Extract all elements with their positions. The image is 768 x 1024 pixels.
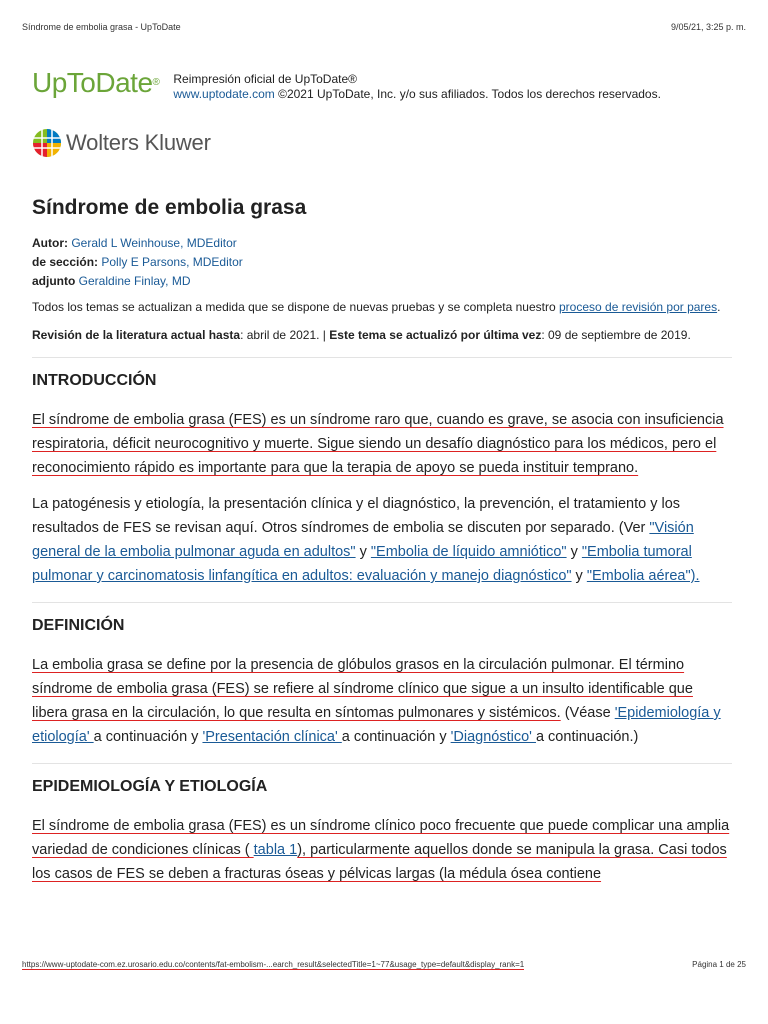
review-dates: Revisión de la literatura actual hasta: abril de 2021. | Este tema se actualizó por última vez: 09 de septiembre de 2019.: [32, 328, 691, 342]
intro-paragraph-2: La patogénesis y etiología, la presentación clínica y el diagnóstico, la prevención, el tratamiento y los resultados de FES se revisan aquí. Otros síndromes de embolia se discuten por separado. (Ver "Visión general de la embolia pulmonar aguda en adultos" y "Embolia de líquido amniótico" y "Embolia tumoral pulmonar y carcinomatosis linfangítica en adultos: evaluación y manejo diagnóstico" y "Embolia aérea").: [32, 496, 700, 584]
article-contributors: [32, 234, 732, 291]
article-title: Síndrome de embolia grasa: [32, 196, 307, 219]
divider: [32, 602, 732, 603]
section-heading-introduction: INTRODUCCIÓN: [32, 372, 157, 389]
page-number: Página 1 de 25: [692, 960, 746, 969]
link-embolia-tumoral[interactable]: "Embolia tumoral pulmonar y carcinomatosis linfangítica en adultos: evaluación y manejo diagnóstico": [32, 544, 692, 584]
deputy-editor-row: adjunto Geraldine Finlay, MD: [32, 274, 191, 288]
section-heading-epidemiology: EPIDEMIOLOGÍA Y ETIOLOGÍA: [32, 778, 268, 795]
definition-paragraph: La embolia grasa se define por la presencia de glóbulos grasos en la circulación pulmonar. El término síndrome de embolia grasa (FES) se refiere al síndrome clínico que sigue a un insulto identificable que libera grasa en la circulación, lo que resulta en síntomas pulmonares y sistémicos. (Véase 'Epidemiología y etiología' a continuación y 'Presentación clínica' a continuación y 'Diagnóstico' a continuación.): [32, 657, 721, 745]
divider: [32, 357, 732, 358]
publisher-logo: [32, 128, 211, 158]
link-tabla-1[interactable]: tabla 1: [253, 842, 298, 858]
section-heading-definition: DEFINICIÓN: [32, 617, 125, 634]
print-page-title: Síndrome de embolia grasa - UpToDate: [22, 22, 181, 32]
copyright-line: www.uptodate.com ©2021 UpToDate, Inc. y/o sus afiliados. Todos los derechos reservados.: [173, 87, 661, 101]
section-editor-row: de sección: Polly E Parsons, MDEditor: [32, 255, 243, 269]
print-footer: [22, 960, 746, 970]
link-embolia-pulmonar[interactable]: "Visión general de la embolia pulmonar aguda en adultos": [32, 520, 694, 560]
epidemiology-paragraph: El síndrome de embolia grasa (FES) es un síndrome clínico poco frecuente que puede complicar una amplia variedad de condiciones clínicas ( tabla 1), particularmente aquellos donde se manipula la grasa. Casi todos los casos de FES se deben a fracturas óseas y pélvicas largas (la médula ósea contiene: [32, 818, 730, 882]
author-link[interactable]: Gerald L Weinhouse, MDEditor: [71, 236, 237, 250]
link-diagnostico[interactable]: 'Diagnóstico': [450, 729, 536, 745]
uptodate-site-link[interactable]: www.uptodate.com: [173, 87, 275, 101]
link-liquido-amniotico[interactable]: "Embolia de líquido amniótico": [370, 544, 567, 560]
update-note: Todos los temas se actualizan a medida que se dispone de nuevas pruebas y se completa nuestro proceso de revisión por pares.: [32, 300, 721, 314]
link-presentacion-clinica[interactable]: 'Presentación clínica': [202, 729, 342, 745]
link-epidemiologia[interactable]: 'Epidemiología y etiología': [32, 705, 721, 745]
intro-paragraph-1: El síndrome de embolia grasa (FES) es un síndrome raro que, cuando es grave, se asocia con insuficiencia respiratoria, déficit neurocognitivo y muerte. Sigue siendo un desafío diagnóstico para los médicos, pero el reconocimiento rápido es importante para que la terapia de apoyo se pueda instituir temprano.: [32, 412, 724, 476]
reprint-line: Reimpresión oficial de UpToDate®: [173, 72, 357, 86]
uptodate-logo: UpToDate®: [32, 67, 160, 98]
link-embolia-aerea[interactable]: "Embolia aérea").: [586, 568, 700, 584]
peer-review-link[interactable]: proceso de revisión por pares: [559, 300, 718, 314]
print-url: https://www-uptodate-com.ez.urosario.edu.co/contents/fat-embolism-...earch_result&selectedTitle=1~77&usage_type=default&display_rank=1: [22, 960, 525, 969]
section-editor-link[interactable]: Polly E Parsons, MDEditor: [101, 255, 243, 269]
reprint-notice: [173, 72, 661, 102]
author-row: Autor: Gerald L Weinhouse, MDEditor: [32, 236, 237, 250]
divider: [32, 763, 732, 764]
publisher-name: Wolters Kluwer: [66, 130, 211, 155]
deputy-editor-link[interactable]: Geraldine Finlay, MD: [78, 274, 191, 288]
brand-header: [32, 68, 661, 102]
print-date: 9/05/21, 3:25 p. m.: [670, 22, 746, 32]
print-header: [22, 22, 746, 32]
article-body: [32, 196, 732, 898]
wolters-kluwer-icon: [32, 128, 62, 158]
